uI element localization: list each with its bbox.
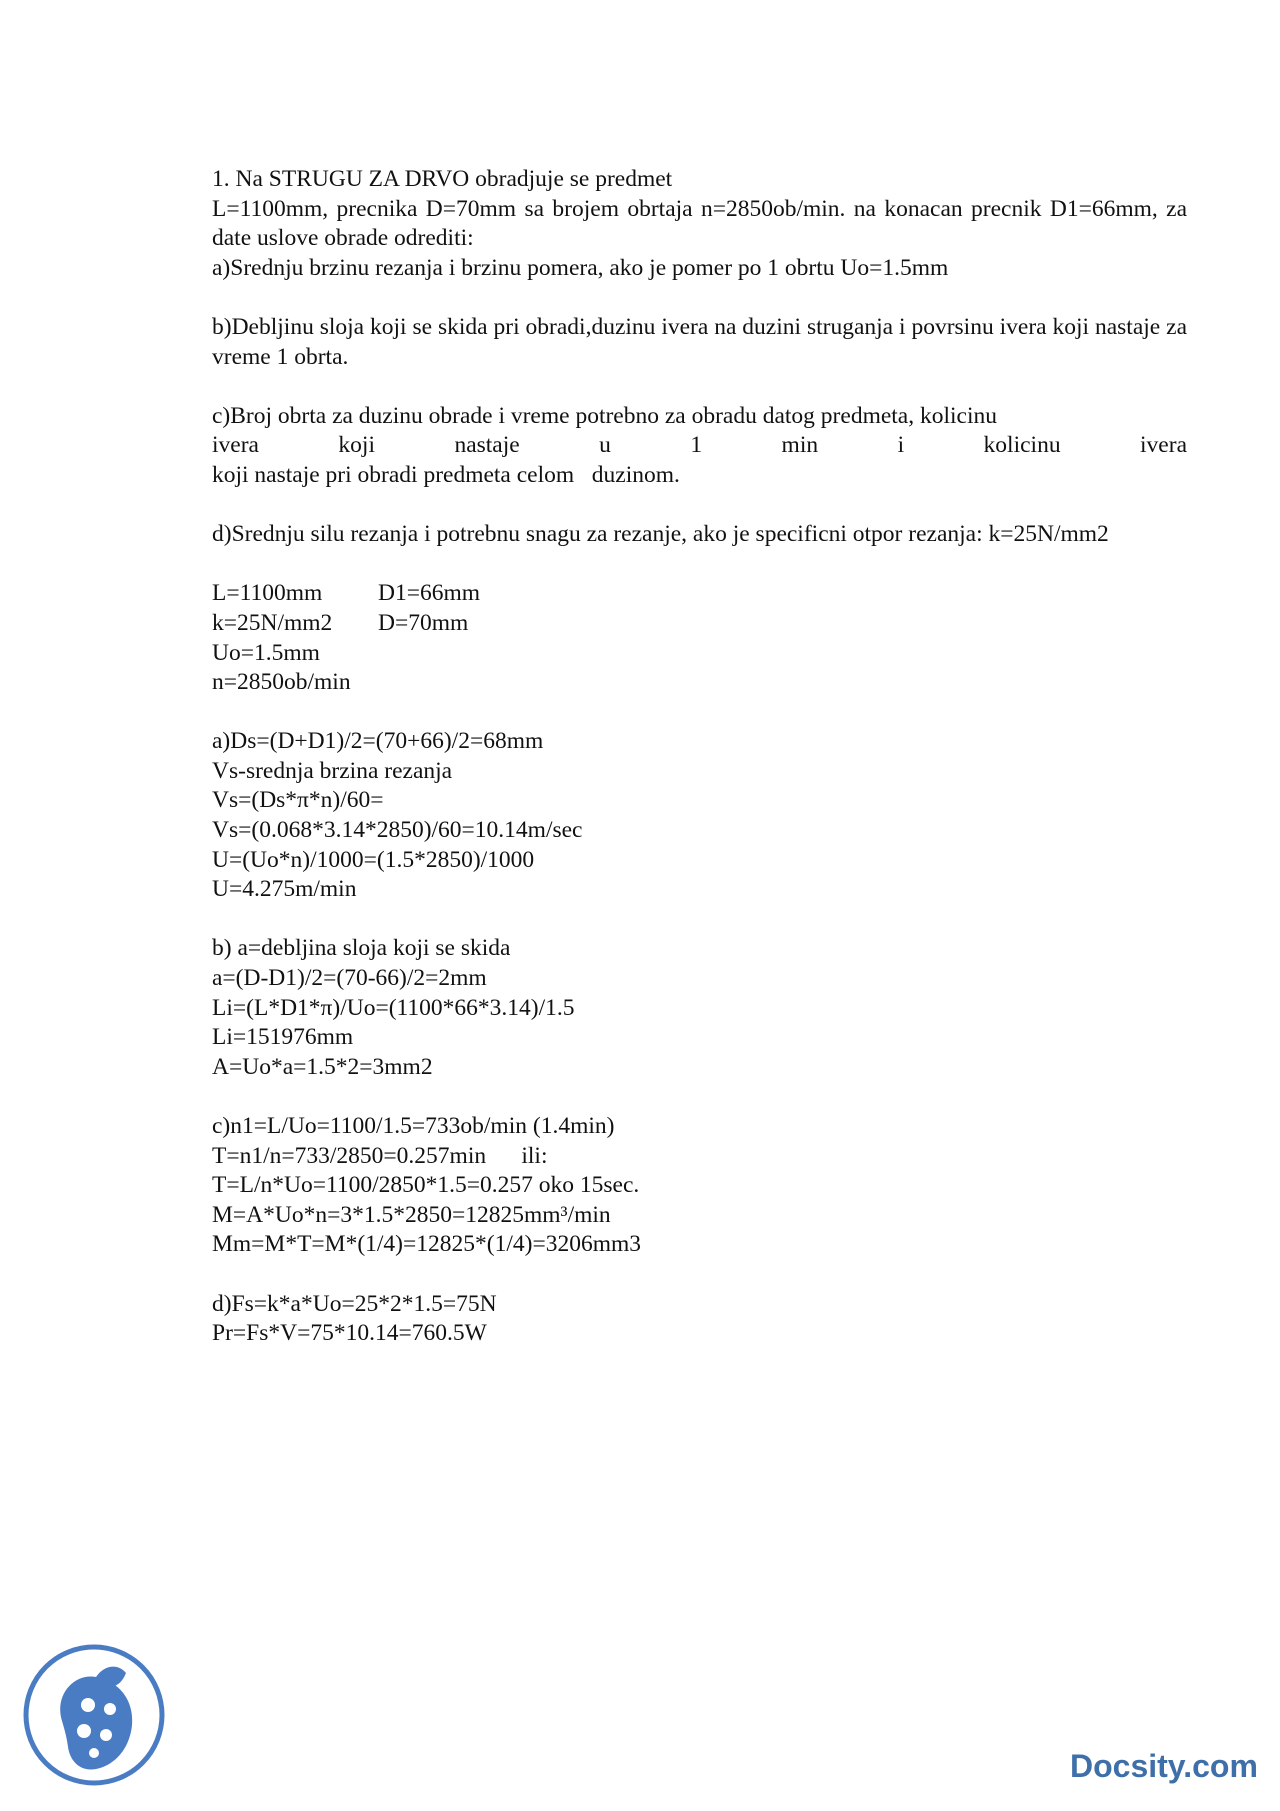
given-final-diameter: D1=66mm	[378, 580, 481, 607]
spacer	[212, 905, 1187, 935]
solution-c-line: c)n1=L/Uo=1100/1.5=733ob/min (1.4min)	[212, 1113, 615, 1139]
given-feed: Uo=1.5mm	[212, 639, 320, 666]
solution-a-line: Vs=(0.068*3.14*2850)/60=10.14m/sec	[212, 817, 583, 844]
solution-c-line: M=A*Uo*n=3*1.5*2850=12825mm³/min	[212, 1201, 611, 1228]
spacer	[212, 1260, 1187, 1290]
spacer	[212, 283, 1187, 313]
spacer	[212, 491, 1187, 521]
solution-d-line: Pr=Fs*V=75*10.14=760.5W	[212, 1320, 487, 1347]
given-row-1	[212, 579, 1187, 609]
docsity-logo-icon	[22, 1643, 166, 1787]
solution-b-line: A=Uo*a=1.5*2=3mm2	[212, 1053, 433, 1080]
spacer	[212, 372, 1187, 402]
given-length: L=1100mm	[212, 580, 323, 607]
solution-c-line: T=n1/n=733/2850=0.257min ili:	[212, 1142, 548, 1169]
problem-heading: 1. Na STRUGU ZA DRVO obradjuje se predmet	[212, 166, 673, 192]
task-a: a)Srednju brzinu rezanja i brzinu pomera, ako je pomer po 1 obrtu Uo=1.5mm	[212, 254, 949, 281]
spacer	[212, 698, 1187, 728]
solution-d-line: d)Fs=k*a*Uo=25*2*1.5=75N	[212, 1290, 497, 1317]
solution-b-line: a=(D-D1)/2=(70-66)/2=2mm	[212, 965, 487, 992]
task-c-line-2: ivera koji nastaje u 1 min i kolicinu ivera	[212, 432, 1187, 459]
solution-c-line: Mm=M*T=M*(1/4)=12825*(1/4)=3206mm3	[212, 1231, 642, 1258]
solution-a-line: U=(Uo*n)/1000=(1.5*2850)/1000	[212, 846, 535, 873]
given-row-2	[212, 609, 1187, 639]
spacer	[212, 550, 1187, 580]
problem-intro: L=1100mm, precnika D=70mm sa brojem obrtaja n=2850ob/min. na konacan precnik D1=66mm, za date uslove obrade odrediti:	[212, 195, 1187, 252]
spacer	[212, 1082, 1187, 1112]
solution-a-line: U=4.275m/min	[212, 876, 357, 903]
solution-c-line: T=L/n*Uo=1100/2850*1.5=0.257 oko 15sec.	[212, 1172, 640, 1199]
given-diameter: D=70mm	[378, 609, 469, 636]
docsity-brand-label: Docsity.com	[1070, 1748, 1258, 1784]
task-b: b)Debljinu sloja koji se skida pri obradi,duzinu ivera na duzini struganja i povrsinu ivera koji nastaje za vreme 1 obrta.	[212, 313, 1187, 370]
given-rpm: n=2850ob/min	[212, 669, 351, 696]
solution-b-line: Li=(L*D1*π)/Uo=(1100*66*3.14)/1.5	[212, 994, 575, 1021]
task-c-line-1: c)Broj obrta za duzinu obrade i vreme potrebno za obradu datog predmeta, kolicinu	[212, 402, 998, 429]
solution-b-line: b) a=debljina sloja koji se skida	[212, 935, 511, 962]
solution-a-line: a)Ds=(D+D1)/2=(70+66)/2=68mm	[212, 728, 544, 755]
solution-a-line: Vs=(Ds*π*n)/60=	[212, 787, 384, 814]
given-specific-resistance: k=25N/mm2	[212, 609, 333, 636]
solution-a-line: Vs-srednja brzina rezanja	[212, 757, 453, 784]
task-d: d)Srednju silu rezanja i potrebnu snagu za rezanje, ako je specificni otpor rezanja: k=25N/mm2	[212, 521, 1109, 548]
docsity-logo-graphic	[22, 1643, 166, 1787]
task-c-line-3: koji nastaje pri obradi predmeta celom duzinom.	[212, 461, 680, 488]
document-body	[212, 165, 1187, 1349]
solution-b-line: Li=151976mm	[212, 1024, 354, 1051]
